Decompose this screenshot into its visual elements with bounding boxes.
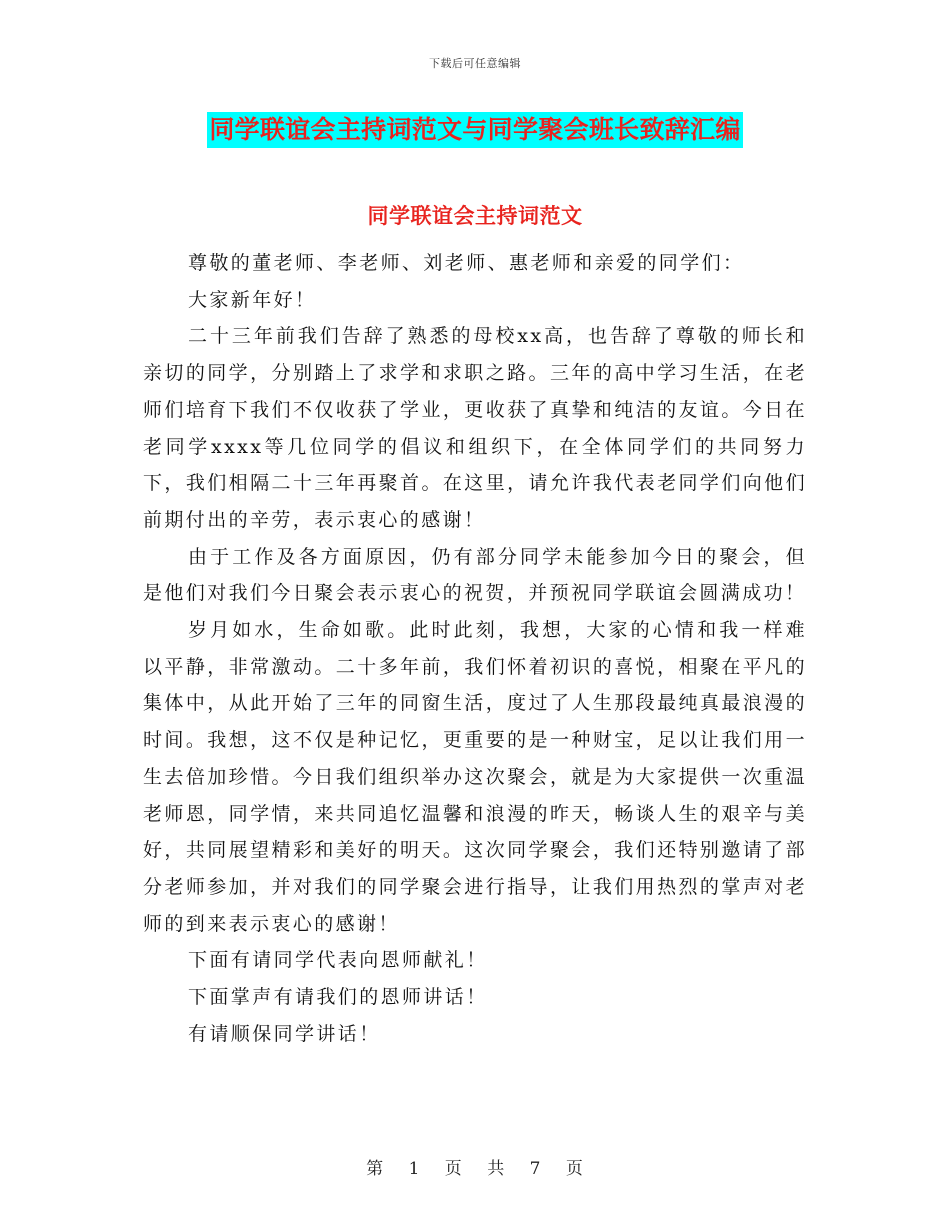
main-title: 同学联谊会主持词范文与同学聚会班长致辞汇编 [207,112,742,148]
body-text [143,245,807,1052]
total-pages-number: 7 [529,1159,542,1179]
paragraph: 二十三年前我们告辞了熟悉的母校xx高，也告辞了尊敬的师长和亲切的同学，分别踏上了求学和求职之路。三年的高中学习生活，在老师们培育下我们不仅收获了学业，更收获了真挚和纯洁的友谊。今日在老同学xxxx等几位同学的倡议和组织下，在全体同学们的共同努力下，我们相隔二十三年再聚首。在这里，请允许我代表老同学们向他们前期付出的辛劳，表示衷心的感谢！ [143,325,807,531]
footer-page-label: 页 [444,1159,463,1179]
main-title-container [0,112,950,148]
current-page-number: 1 [408,1159,421,1179]
paragraph: 下面有请同学代表向恩师献礼！ [188,949,488,972]
paragraph: 下面掌声有请我们的恩师讲话！ [188,986,488,1009]
paragraph: 岁月如水，生命如歌。此时此刻，我想，大家的心情和我一样难以平静，非常激动。二十多年前，我们怀着初识的喜悦，相聚在平凡的集体中，从此开始了三年的同窗生活，度过了人生那段最纯真最浪漫的时间。我想，这不仅是种记忆，更重要的是一种财宝，足以让我们用一生去倍加珍惜。今日我们组织举办这次聚会，就是为大家提供一次重温老师恩，同学情，来共同追忆温馨和浪漫的昨天，畅谈人生的艰辛与美好，共同展望精彩和美好的明天。这次同学聚会，我们还特别邀请了部分老师参加，并对我们的同学聚会进行指导，让我们用热烈的掌声对老师的到来表示衷心的感谢！ [143,619,807,935]
header-note: 下载后可任意编辑 [429,57,521,70]
footer-suffix: 页 [565,1159,584,1179]
paragraph: 大家新年好！ [188,288,317,311]
section-title: 同学联谊会主持词范文 [367,203,583,228]
footer-prefix: 第 [366,1159,385,1179]
paragraph: 尊敬的董老师、李老师、刘老师、惠老师和亲爱的同学们： [188,252,745,274]
paragraph: 有请顺保同学讲话！ [188,1022,381,1045]
paragraph: 由于工作及各方面原因，仍有部分同学未能参加今日的聚会，但是他们对我们今日聚会表示衷心的祝贺，并预祝同学联谊会圆满成功！ [143,545,807,605]
page-footer [0,1154,950,1179]
footer-total-prefix: 共 [487,1159,506,1179]
